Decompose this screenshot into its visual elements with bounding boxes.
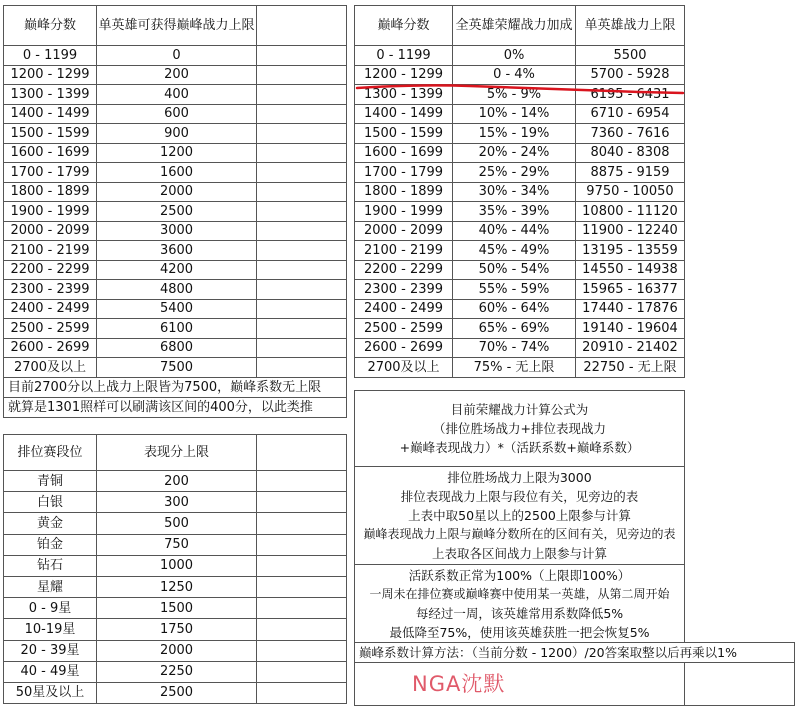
table-row xyxy=(355,85,685,105)
table-cell: 1700 - 1799 xyxy=(355,163,453,183)
table-cell: 1200 xyxy=(97,143,257,163)
table-cell: 65% - 69% xyxy=(453,319,576,339)
table-cell: 30% - 34% xyxy=(453,182,576,202)
table-cell: 20910 - 21402 xyxy=(576,338,685,358)
empty-cell xyxy=(257,46,347,66)
table-row xyxy=(355,104,685,124)
table-row xyxy=(355,338,685,358)
table-row xyxy=(355,299,685,319)
table-cell: 2500 xyxy=(97,202,257,222)
table-cell: 1400 - 1499 xyxy=(4,104,97,124)
table-row xyxy=(4,555,347,576)
table-cell: 6100 xyxy=(97,319,257,339)
table-cell: 4800 xyxy=(97,280,257,300)
nga-watermark: NGA沈默 xyxy=(412,672,506,696)
table-cell: 0 - 4% xyxy=(453,65,576,85)
empty-cell xyxy=(257,85,347,105)
table-cell: 900 xyxy=(97,124,257,144)
table-cell: 5400 xyxy=(97,299,257,319)
empty-cell xyxy=(257,471,347,492)
table-cell: 2250 xyxy=(97,661,257,682)
activity-line-4: 最低降至75%，使用该英雄获胜一把会恢复5% xyxy=(389,624,650,640)
table-row xyxy=(4,471,347,492)
limits-cell xyxy=(355,467,685,565)
table-row xyxy=(4,299,347,319)
table-row xyxy=(4,124,347,144)
table-row xyxy=(4,358,347,378)
table-cell: 19140 - 19604 xyxy=(576,319,685,339)
table-cell: 1800 - 1899 xyxy=(4,182,97,202)
table-cell: 60% - 64% xyxy=(453,299,576,319)
table-cell: 200 xyxy=(97,65,257,85)
table-cell: 1250 xyxy=(97,576,257,597)
empty-cell xyxy=(257,221,347,241)
header-peak-score: 巅峰分数 xyxy=(355,6,453,46)
table-cell: 1000 xyxy=(97,555,257,576)
table-cell: 10800 - 11120 xyxy=(576,202,685,222)
table-row xyxy=(4,65,347,85)
table-cell: 黄金 xyxy=(4,513,97,534)
table-cell: 1500 - 1599 xyxy=(355,124,453,144)
table-cell: 1500 xyxy=(97,598,257,619)
activity-line-2: 一周未在排位赛或巅峰赛中使用某一英雄，从第二周开始 xyxy=(369,586,670,601)
table-cell: 20 - 39星 xyxy=(4,640,97,661)
table-cell: 1800 - 1899 xyxy=(355,182,453,202)
table-cell: 11900 - 12240 xyxy=(576,221,685,241)
table-cell: 2000 xyxy=(97,182,257,202)
table-header-row xyxy=(355,6,685,46)
table-cell: 40% - 44% xyxy=(453,221,576,241)
table-cell: 2400 - 2499 xyxy=(4,299,97,319)
empty-cell xyxy=(257,338,347,358)
table-cell: 10-19星 xyxy=(4,619,97,640)
empty-cell xyxy=(257,163,347,183)
table-cell: 0 - 1199 xyxy=(355,46,453,66)
empty-cell xyxy=(257,319,347,339)
table-cell: 25% - 29% xyxy=(453,163,576,183)
table-row xyxy=(4,260,347,280)
table-row xyxy=(355,202,685,222)
empty-cell xyxy=(257,241,347,261)
table-row xyxy=(4,85,347,105)
table-cell: 5700 - 5928 xyxy=(576,65,685,85)
table-cell: 青铜 xyxy=(4,471,97,492)
table-cell: 1600 - 1699 xyxy=(4,143,97,163)
table-cell: 6800 xyxy=(97,338,257,358)
table-row xyxy=(4,104,347,124)
table-row xyxy=(4,319,347,339)
table-cell: 1600 xyxy=(97,163,257,183)
table-cell: 750 xyxy=(97,534,257,555)
empty-cell xyxy=(257,182,347,202)
table-row xyxy=(355,260,685,280)
table-cell: 75% - 无上限 xyxy=(453,358,576,378)
table-row xyxy=(4,280,347,300)
table-row xyxy=(355,358,685,378)
table-cell: 0 - 9星 xyxy=(4,598,97,619)
formula-line-3: +巅峰表现战力）*（活跃系数+巅峰系数） xyxy=(399,440,640,455)
table-row xyxy=(4,163,347,183)
table-row xyxy=(4,640,347,661)
table-cell: 45% - 49% xyxy=(453,241,576,261)
empty-cell xyxy=(257,682,347,703)
table-cell: 13195 - 13559 xyxy=(576,241,685,261)
peak-power-table xyxy=(3,5,347,418)
table-cell: 400 xyxy=(97,85,257,105)
table-cell: 2000 xyxy=(97,640,257,661)
empty-cell xyxy=(257,65,347,85)
formula-cell xyxy=(355,391,685,467)
note-1301-example: 就算是1301照样可以刷满该区间的400分，以此类推 xyxy=(4,397,347,417)
limits-line-1: 排位胜场战力上限为3000 xyxy=(447,470,592,485)
table-row xyxy=(4,143,347,163)
table-cell: 300 xyxy=(97,492,257,513)
table-row xyxy=(4,46,347,66)
formula-box xyxy=(354,390,685,643)
formula-line-1: 目前荣耀战力计算公式为 xyxy=(450,402,589,417)
table-cell: 7360 - 7616 xyxy=(576,124,685,144)
table-cell: 20% - 24% xyxy=(453,143,576,163)
empty-cell xyxy=(257,555,347,576)
table-row xyxy=(4,202,347,222)
table-cell: 5% - 9% xyxy=(453,85,576,105)
table-cell: 14550 - 14938 xyxy=(576,260,685,280)
table-cell: 2400 - 2499 xyxy=(355,299,453,319)
table-row xyxy=(355,221,685,241)
empty-cell xyxy=(257,619,347,640)
empty-cell xyxy=(685,663,795,706)
table-row xyxy=(355,319,685,339)
table-cell: 15965 - 16377 xyxy=(576,280,685,300)
table-cell: 4200 xyxy=(97,260,257,280)
table-cell: 0% xyxy=(453,46,576,66)
table-cell: 1750 xyxy=(97,619,257,640)
header-hero-power-limit: 单英雄战力上限 xyxy=(576,6,685,46)
table-cell: 2700及以上 xyxy=(4,358,97,378)
table-cell: 2200 - 2299 xyxy=(355,260,453,280)
table-row xyxy=(4,241,347,261)
empty-cell xyxy=(257,299,347,319)
glory-power-table xyxy=(354,5,685,378)
table-cell: 1600 - 1699 xyxy=(355,143,453,163)
table-cell: 1300 - 1399 xyxy=(4,85,97,105)
table-cell: 2700及以上 xyxy=(355,358,453,378)
empty-cell xyxy=(257,435,347,471)
table-cell: 1700 - 1799 xyxy=(4,163,97,183)
table-cell: 22750 - 无上限 xyxy=(576,358,685,378)
table-row xyxy=(4,661,347,682)
table-cell: 9750 - 10050 xyxy=(576,182,685,202)
table-cell: 2100 - 2199 xyxy=(4,241,97,261)
table-cell: 200 xyxy=(97,471,257,492)
rank-limit-table xyxy=(3,434,347,704)
table-cell: 40 - 49星 xyxy=(4,661,97,682)
table-cell: 1300 - 1399 xyxy=(355,85,453,105)
empty-cell xyxy=(257,104,347,124)
empty-cell xyxy=(257,598,347,619)
table-cell: 1200 - 1299 xyxy=(355,65,453,85)
table-cell: 白银 xyxy=(4,492,97,513)
table-cell: 2200 - 2299 xyxy=(4,260,97,280)
table-cell: 17440 - 17876 xyxy=(576,299,685,319)
table-cell: 55% - 59% xyxy=(453,280,576,300)
table-row xyxy=(355,241,685,261)
table-cell: 50% - 54% xyxy=(453,260,576,280)
table-cell: 70% - 74% xyxy=(453,338,576,358)
table-cell: 50星及以上 xyxy=(4,682,97,703)
activity-cell xyxy=(355,565,685,643)
table-row xyxy=(4,513,347,534)
table-cell: 2300 - 2399 xyxy=(355,280,453,300)
table-row xyxy=(4,221,347,241)
formula-line-2: （排位胜场战力+排位表现战力 xyxy=(433,421,606,436)
table-cell: 铂金 xyxy=(4,534,97,555)
table-cell: 2100 - 2199 xyxy=(355,241,453,261)
table-header-row xyxy=(4,6,347,46)
peak-coefficient-formula: 巅峰系数计算方法：（当前分数 - 1200）/20答案取整以后再乘以1% xyxy=(355,643,795,663)
table-cell: 2000 - 2099 xyxy=(4,221,97,241)
empty-cell xyxy=(257,576,347,597)
table-row xyxy=(355,182,685,202)
header-peak-score: 巅峰分数 xyxy=(4,6,97,46)
table-cell: 2300 - 2399 xyxy=(4,280,97,300)
table-row xyxy=(4,598,347,619)
table-header-row xyxy=(4,435,347,471)
empty-cell xyxy=(257,534,347,555)
empty-cell xyxy=(257,143,347,163)
table-cell: 2000 - 2099 xyxy=(355,221,453,241)
limits-line-5: 上表取各区间战力上限参与计算 xyxy=(431,546,607,561)
table-cell: 10% - 14% xyxy=(453,104,576,124)
table-cell: 6710 - 6954 xyxy=(576,104,685,124)
table-cell: 钻石 xyxy=(4,555,97,576)
table-cell: 15% - 19% xyxy=(453,124,576,144)
table-cell: 8875 - 9159 xyxy=(576,163,685,183)
table-cell: 1200 - 1299 xyxy=(4,65,97,85)
table-cell: 1900 - 1999 xyxy=(4,202,97,222)
table-cell: 0 xyxy=(97,46,257,66)
table-cell: 1500 - 1599 xyxy=(4,124,97,144)
table-row xyxy=(355,163,685,183)
limits-line-2: 排位表现战力上限与段位有关，见旁边的表 xyxy=(400,489,639,504)
table-cell: 1900 - 1999 xyxy=(355,202,453,222)
table-row xyxy=(355,46,685,66)
table-row xyxy=(4,576,347,597)
empty-cell xyxy=(257,280,347,300)
empty-cell xyxy=(257,513,347,534)
table-cell: 1400 - 1499 xyxy=(355,104,453,124)
table-cell: 8040 - 8308 xyxy=(576,143,685,163)
empty-cell xyxy=(257,492,347,513)
table-row xyxy=(4,619,347,640)
limits-line-3: 上表中取50星以上的2500上限参与计算 xyxy=(408,508,631,523)
header-hero-peak-limit: 单英雄可获得巅峰战力上限 xyxy=(97,6,257,46)
table-cell: 5500 xyxy=(576,46,685,66)
table-cell: 星耀 xyxy=(4,576,97,597)
table-cell: 2500 - 2599 xyxy=(355,319,453,339)
table-cell: 600 xyxy=(97,104,257,124)
table-row xyxy=(355,280,685,300)
table-cell: 6195 - 6431 xyxy=(576,85,685,105)
table-cell: 2500 - 2599 xyxy=(4,319,97,339)
table-cell: 0 - 1199 xyxy=(4,46,97,66)
empty-cell xyxy=(355,663,685,706)
empty-cell xyxy=(257,124,347,144)
table-row xyxy=(4,492,347,513)
table-row xyxy=(355,124,685,144)
empty-cell xyxy=(257,202,347,222)
header-rank-tier: 排位赛段位 xyxy=(4,435,97,471)
table-cell: 2600 - 2699 xyxy=(355,338,453,358)
table-row xyxy=(355,143,685,163)
limits-line-4: 巅峰表现战力上限与巅峰分数所在的区间有关，见旁边的表 xyxy=(363,527,676,541)
empty-cell xyxy=(257,661,347,682)
table-row xyxy=(4,338,347,358)
table-cell: 7500 xyxy=(97,358,257,378)
table-row xyxy=(4,182,347,202)
table-cell: 500 xyxy=(97,513,257,534)
table-row xyxy=(355,65,685,85)
note-over-2700: 目前2700分以上战力上限皆为7500，巅峰系数无上限 xyxy=(4,377,347,397)
table-row xyxy=(4,682,347,703)
table-cell: 35% - 39% xyxy=(453,202,576,222)
table-row xyxy=(4,534,347,555)
activity-line-1: 活跃系数正常为100%（上限即100%） xyxy=(408,567,631,583)
table-cell: 3600 xyxy=(97,241,257,261)
empty-cell xyxy=(257,260,347,280)
empty-cell xyxy=(257,640,347,661)
header-performance-limit: 表现分上限 xyxy=(97,435,257,471)
table-cell: 3000 xyxy=(97,221,257,241)
empty-cell xyxy=(257,358,347,378)
table-cell: 2600 - 2699 xyxy=(4,338,97,358)
activity-line-3: 每经过一周，该英雄常用系数降低5% xyxy=(415,605,624,621)
empty-cell xyxy=(257,6,347,46)
table-cell: 2500 xyxy=(97,682,257,703)
header-glory-bonus: 全英雄荣耀战力加成 xyxy=(453,6,576,46)
